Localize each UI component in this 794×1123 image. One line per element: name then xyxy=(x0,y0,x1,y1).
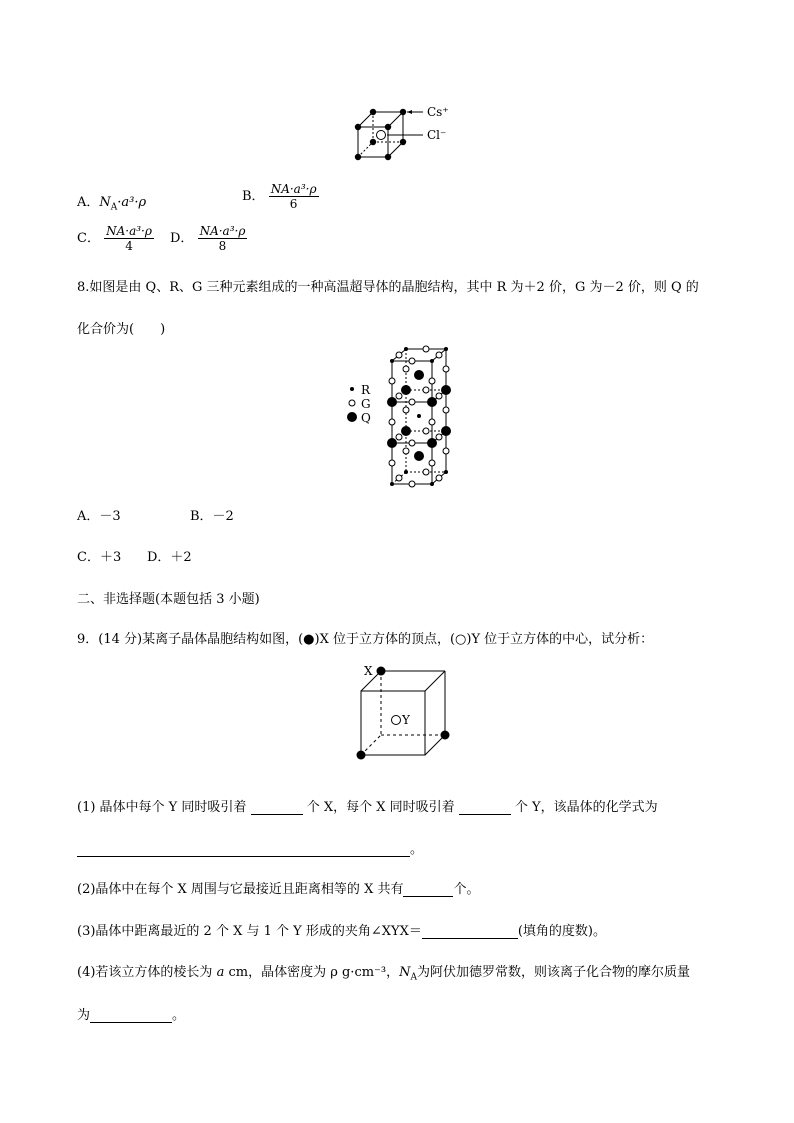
q7-option-b-fraction: $\frac{\text{NA·a³·ρ}}{6}$ xyxy=(270,182,317,211)
q9-part4-line2: 为 。 xyxy=(77,1008,186,1023)
answer-blank-angle[interactable] xyxy=(422,926,518,939)
answer-blank-3[interactable] xyxy=(403,884,453,897)
q7-option-a[interactable]: A．$N_A\cdot a^3\cdot\rho$ xyxy=(77,195,147,213)
q7-option-d[interactable]: D． $\frac{\text{NA·a³·ρ}}{8}$ xyxy=(170,224,246,253)
superconductor-unit-cell-figure xyxy=(384,344,460,490)
q8-stem-line2: 化合价为( ) xyxy=(77,322,166,337)
q9-part1-line2: 。 xyxy=(77,838,423,857)
q7-option-d-fraction: $\frac{\text{NA·a³·ρ}}{8}$ xyxy=(199,224,246,253)
q9-part3: (3)晶体中距离最近的 2 个 X 与 1 个 Y 形成的夹角∠XYX＝ (填角的度数)。 xyxy=(77,924,606,939)
q8-option-d[interactable]: D．＋2 xyxy=(147,550,192,565)
q7-option-c[interactable]: C． $\frac{\text{NA·a³·ρ}}{4}$ xyxy=(77,224,152,253)
x-ion-label: X xyxy=(364,664,373,678)
q8-legend-markers xyxy=(344,383,360,423)
answer-blank-2[interactable] xyxy=(459,802,511,815)
q7-option-b[interactable]: B． $\frac{\text{NA·a³·ρ}}{6}$ xyxy=(242,182,317,211)
legend-g-label: G xyxy=(361,397,371,411)
q8-option-b[interactable]: B．－2 xyxy=(190,509,234,524)
q8-option-c[interactable]: C．＋3 xyxy=(77,550,122,565)
q9-part1-line1: (1) 晶体中每个 Y 同时吸引着 个 X，每个 X 同时吸引着 个 Y，该晶体的化学式为 xyxy=(77,800,658,815)
q7-option-c-fraction: $\frac{\text{NA·a³·ρ}}{4}$ xyxy=(106,224,152,253)
legend-r-label: R xyxy=(361,383,371,397)
cl-ion-label: Cl⁻ xyxy=(427,128,447,142)
answer-blank-1[interactable] xyxy=(251,802,303,815)
q8-option-a[interactable]: A．－3 xyxy=(77,509,121,524)
cs-ion-label: Cs⁺ xyxy=(427,105,449,119)
y-ion-label: Y xyxy=(402,713,410,727)
section-title: 二、非选择题(本题包括 3 小题) xyxy=(77,592,260,607)
answer-blank-formula[interactable] xyxy=(77,844,410,857)
q9-stem: 9．(14 分)某离子晶体晶胞结构如图，(●)X 位于立方体的顶点，(○)Y 位于立方体的中心，试分析： xyxy=(77,632,654,647)
legend-q-label: Q xyxy=(361,411,371,425)
q9-part4-line1: (4)若该立方体的棱长为 a cm，晶体密度为 ρ g·cm⁻³，$N_A$为阿伏加德罗常数，则该离子化合物的摩尔质量 xyxy=(77,965,691,983)
q9-part2: (2)晶体中在每个 X 周围与它最接近且距离相等的 X 共有 个。 xyxy=(77,882,480,897)
answer-blank-molar-mass[interactable] xyxy=(90,1010,172,1023)
q8-stem-line1: 8.如图是由 Q、R、G 三种元素组成的一种高温超导体的晶胞结构，其中 R 为＋2 价，G 为－2 价，则 Q 的 xyxy=(77,280,699,295)
